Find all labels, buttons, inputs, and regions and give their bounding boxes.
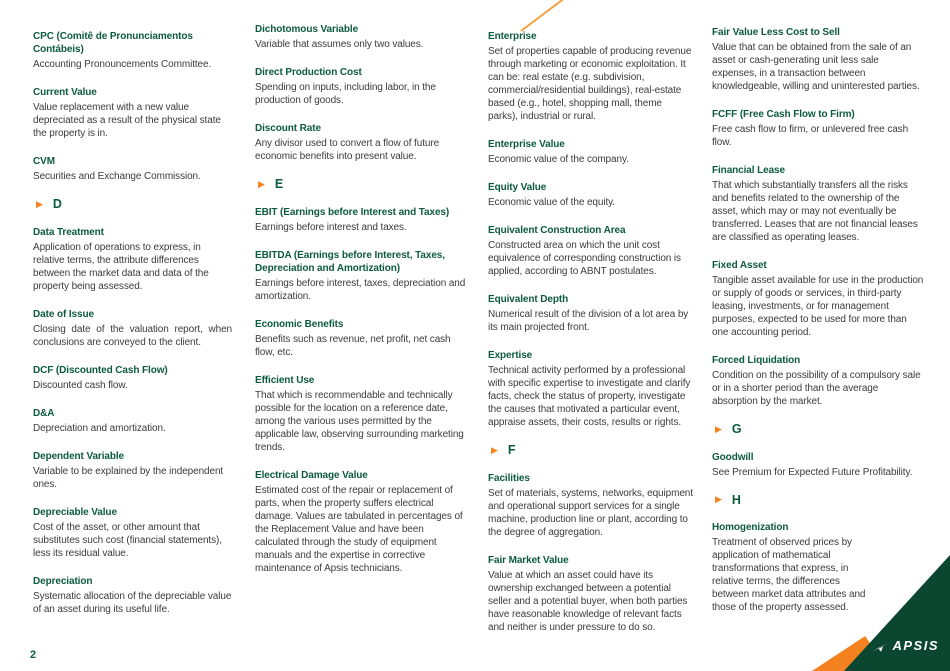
glossary-definition: Cost of the asset, or other amount that substitutes such cost (financial statements), less its residual value.: [33, 521, 222, 559]
glossary-entry: [33, 226, 232, 293]
glossary-definition: Variable that assumes only two values.: [255, 39, 424, 50]
section-heading: [715, 423, 924, 436]
glossary-column-2: [255, 23, 470, 590]
section-heading: [715, 494, 924, 507]
glossary-term: Efficient Use: [255, 374, 315, 386]
glossary-term: Forced Liquidation: [712, 355, 801, 366]
glossary-entry: [488, 349, 694, 429]
glossary-entry: [488, 181, 694, 209]
glossary-definition: Any divisor used to convert a flow of future economic benefits into present value.: [255, 138, 440, 162]
glossary-term: Dependent Variable: [33, 450, 125, 462]
glossary-definition: Spending on inputs, including labor, in the production of goods.: [255, 82, 436, 106]
glossary-entry: [488, 472, 694, 539]
section-heading: [491, 444, 694, 457]
apsis-logo-text: APSIS: [892, 638, 939, 653]
glossary-term: Expertise: [488, 350, 533, 361]
section-arrow-icon: ▶: [36, 198, 43, 209]
glossary-term: Enterprise: [488, 31, 537, 42]
glossary-definition: Treatment of observed prices by application of mathematical transformations that express, in relative terms, the differences between market data attributes and those of the property assessed.: [712, 537, 866, 613]
glossary-entry: [255, 66, 470, 107]
section-arrow-icon: ▶: [258, 178, 265, 189]
page-number: 2: [30, 649, 37, 661]
glossary-entry: [33, 308, 232, 349]
glossary-term: Electrical Damage Value: [255, 469, 368, 481]
glossary-term: FCFF (Free Cash Flow to Firm): [712, 109, 855, 120]
section-letter: G: [731, 422, 742, 436]
glossary-term: Depreciation: [33, 575, 93, 587]
glossary-definition: Application of operations to express, in relative terms, the attribute differences between the market data and data of the property being assessed.: [33, 241, 209, 292]
glossary-term: CVM: [33, 156, 55, 167]
glossary-entry: [255, 469, 470, 575]
glossary-definition: Estimated cost of the repair or replacement of parts, when the property suffers electrical damage. Values are tabulated in percentages of the Replacement Value and have been calculated through the study of equipment manuals and the expertise in corrective maintenance of Apsis technicians.: [255, 484, 463, 574]
glossary-entry: [255, 318, 470, 359]
top-diagonal-accent: [520, 0, 566, 32]
glossary-term: Date of Issue: [33, 308, 94, 320]
glossary-term: Data Treatment: [33, 226, 104, 238]
glossary-definition: Earnings before interest and taxes.: [255, 221, 407, 233]
glossary-definition: Systematic allocation of the depreciable value of an asset during its useful life.: [33, 590, 232, 615]
glossary-term: Discount Rate: [255, 123, 321, 134]
apsis-plane-icon: [873, 639, 888, 652]
glossary-definition: Numerical result of the division of a lot area by its main projected front.: [488, 309, 689, 333]
glossary-entry: [712, 451, 924, 479]
glossary-entry: [33, 506, 232, 560]
glossary-definition: Value at which an asset could have its ownership exchanged between a potential seller and a potential buyer, when both parties have reasonable knowledge of relevant facts and neither is under pressure to do so.: [488, 569, 688, 633]
glossary-definition: Economic value of the equity.: [488, 197, 615, 208]
glossary-entry: [33, 450, 232, 491]
glossary-term: Depreciable Value: [33, 506, 117, 518]
glossary-entry: [712, 108, 924, 149]
glossary-term: Current Value: [33, 87, 97, 98]
glossary-term: Homogenization: [712, 522, 789, 533]
glossary-entry: [33, 407, 232, 435]
glossary-entry: [255, 122, 470, 163]
glossary-entry: [488, 138, 694, 166]
glossary-definition: Variable to be explained by the independent ones.: [33, 465, 224, 490]
section-heading: [258, 178, 470, 191]
glossary-term: Enterprise Value: [488, 139, 565, 150]
section-arrow-icon: ▶: [491, 444, 498, 455]
section-letter: F: [507, 443, 516, 457]
glossary-definition: See Premium for Expected Future Profitability.: [712, 466, 913, 478]
glossary-entry: [255, 374, 470, 454]
glossary-entry: [488, 293, 694, 334]
glossary-definition: Set of properties capable of producing revenue through marketing or economic exploitation. It can be: real estate (e.g. subdivision, commercial/residential buildings), real-estate based (e.g., hotel, shopping mall, theme parks), industrial or rural.: [488, 46, 692, 122]
section-heading: [36, 198, 232, 211]
glossary-term: Fair Market Value: [488, 554, 569, 566]
glossary-entry: [712, 259, 924, 339]
glossary-term: EBITDA (Earnings before Interest, Taxes, Depreciation and Amortization): [255, 249, 445, 274]
glossary-entry: [712, 354, 924, 408]
glossary-definition: Securities and Exchange Commission.: [33, 171, 201, 182]
glossary-definition: Technical activity performed by a professional with specific expertise to investigate and clarify facts, check the status of property, investigate the causes that motivated a particular event, appraise assets, their costs, results or rights.: [488, 365, 691, 428]
glossary-entry: [488, 224, 694, 278]
glossary-column-4: [712, 26, 924, 629]
glossary-term: Dichotomous Variable: [255, 24, 359, 35]
glossary-definition: Discounted cash flow.: [33, 379, 128, 391]
glossary-definition: Set of materials, systems, networks, equipment and operational support services for a single machine, production line or plant, according to the degree of aggregation.: [488, 487, 693, 538]
glossary-definition: That which is recommendable and technically possible for the location on a reference date, among the various uses permitted by the applicable law, observing surrounding marketing trends.: [255, 389, 464, 453]
glossary-entry: [255, 23, 470, 51]
glossary-term: Fair Value Less Cost to Sell: [712, 27, 840, 38]
glossary-definition: Accounting Pronouncements Committee.: [33, 59, 212, 70]
section-arrow-icon: ▶: [715, 494, 722, 505]
glossary-definition: Value that can be obtained from the sale of an asset or cash-generating unit less sale expenses, in a transaction between knowledgeable, willing and uninterested parties.: [712, 42, 920, 92]
glossary-term: Direct Production Cost: [255, 67, 362, 78]
glossary-term: Facilities: [488, 472, 530, 484]
glossary-entry: [33, 86, 232, 140]
glossary-definition: That which substantially transfers all the risks and benefits related to the ownership of the asset, which may or may not eventually be transferred. Leases that are not financial leases are classified as operating leases.: [712, 180, 918, 243]
section-letter: E: [274, 177, 284, 191]
glossary-term: Fixed Asset: [712, 260, 767, 271]
glossary-term: Equity Value: [488, 182, 547, 193]
glossary-entry: [712, 164, 924, 244]
glossary-column-3: [488, 30, 694, 649]
apsis-logo: [873, 638, 939, 653]
glossary-entry: [33, 30, 232, 71]
glossary-definition: Depreciation and amortization.: [33, 422, 166, 434]
glossary-term: CPC (Comitê de Pronunciamentos Contábeis): [33, 31, 193, 55]
glossary-entry: [488, 554, 694, 634]
glossary-entry: [255, 206, 470, 234]
glossary-term: Financial Lease: [712, 165, 785, 176]
glossary-definition: Condition on the possibility of a compulsory sale or in a shorter period than the average absorption by the market.: [712, 370, 921, 407]
glossary-entry: [33, 155, 232, 183]
glossary-column-1: [33, 30, 232, 631]
glossary-definition: Benefits such as revenue, net profit, net cash flow, etc.: [255, 333, 451, 358]
glossary-entry: [33, 364, 232, 392]
glossary-term: DCF (Discounted Cash Flow): [33, 364, 168, 376]
glossary-entry: [712, 26, 924, 93]
glossary-term: D&A: [33, 407, 55, 419]
glossary-definition: Closing date of the valuation report, when conclusions are conveyed to the client.: [33, 323, 232, 348]
glossary-definition: Value replacement with a new value depreciated as a result of the physical state the property is in.: [33, 102, 221, 139]
glossary-entry: [712, 521, 924, 614]
glossary-entry: [255, 249, 470, 303]
glossary-definition: Free cash flow to firm, or unlevered free cash flow.: [712, 124, 909, 148]
section-arrow-icon: ▶: [715, 423, 722, 434]
glossary-entry: [33, 575, 232, 616]
glossary-term: Economic Benefits: [255, 318, 344, 330]
glossary-term: Equivalent Construction Area: [488, 225, 626, 236]
glossary-term: EBIT (Earnings before Interest and Taxes): [255, 206, 450, 218]
glossary-term: Goodwill: [712, 451, 754, 463]
glossary-definition: Constructed area on which the unit cost equivalence of corresponding construction is applied, according to ABNT postulates.: [488, 240, 681, 277]
glossary-definition: Economic value of the company.: [488, 154, 629, 165]
section-letter: H: [731, 492, 741, 507]
glossary-term: Equivalent Depth: [488, 294, 569, 305]
section-letter: D: [52, 197, 62, 211]
glossary-definition: Earnings before interest, taxes, depreciation and amortization.: [255, 277, 466, 302]
glossary-entry: [488, 30, 694, 123]
glossary-definition: Tangible asset available for use in the production or supply of goods or services, in third-party leasing, investments, or for management purposes, expected to be used for more than one accounting period.: [712, 275, 924, 338]
